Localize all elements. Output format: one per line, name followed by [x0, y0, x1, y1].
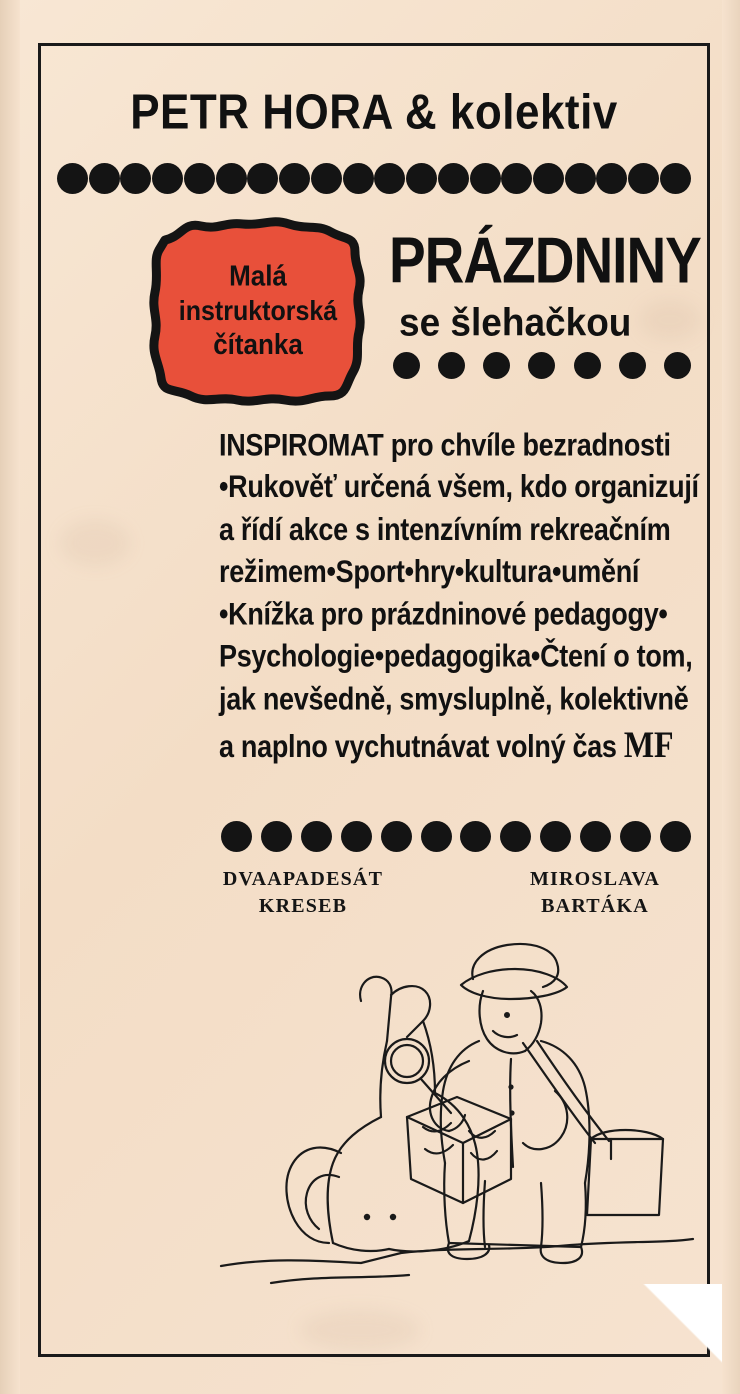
- book-subtitle: se šlehačkou: [399, 300, 632, 344]
- dot: [421, 821, 452, 852]
- blurb-line-last: [219, 720, 689, 770]
- series-badge: [149, 216, 367, 406]
- dot: [528, 352, 555, 379]
- dot: [540, 821, 571, 852]
- dot: [343, 163, 374, 194]
- dot: [120, 163, 151, 194]
- dot: [261, 821, 292, 852]
- dot: [184, 163, 215, 194]
- blurb-line: Psychologie•pedagogika•Čtení o tom,: [219, 638, 693, 674]
- dot-rule-middle: [393, 352, 691, 379]
- dot: [580, 821, 611, 852]
- dot-rule-bottom: [221, 821, 691, 852]
- dot: [438, 352, 465, 379]
- blurb-line: •Rukověť určená všem, kdo organizují: [219, 469, 699, 505]
- dot: [341, 821, 372, 852]
- dot: [57, 163, 88, 194]
- dot: [596, 163, 627, 194]
- dot: [311, 163, 342, 194]
- series-badge-text: [149, 207, 367, 416]
- badge-line-2: instruktorská: [178, 295, 338, 327]
- dot: [664, 352, 691, 379]
- dot: [247, 163, 278, 194]
- dot: [533, 163, 564, 194]
- publisher-mark: MF: [623, 723, 674, 766]
- dot: [619, 352, 646, 379]
- dot: [301, 821, 332, 852]
- badge-line-3: čítanka: [213, 327, 303, 361]
- dot: [438, 163, 469, 194]
- dot: [279, 163, 310, 194]
- blurb-line: jak nevšedně, smysluplně, kolektivně: [219, 681, 689, 716]
- credit-right-line-2: BARTÁKA: [541, 895, 649, 917]
- credit-left-line-1: DVAAPADESÁT: [222, 868, 384, 890]
- credit-right-line-1: MIROSLAVA: [529, 868, 661, 890]
- dot: [406, 163, 437, 194]
- dot: [89, 163, 120, 194]
- dot: [565, 163, 596, 194]
- dot: [628, 163, 659, 194]
- blurb-line: a řídí akce s intenzívním rekreačním: [219, 512, 671, 547]
- dot: [152, 163, 183, 194]
- dot: [660, 163, 691, 194]
- dot: [574, 352, 601, 379]
- dot: [381, 821, 412, 852]
- blurb-line: režimem•Sport•hry•kultura•umění: [219, 554, 640, 590]
- dot: [483, 352, 510, 379]
- dot: [374, 163, 405, 194]
- cover-border-frame: [38, 43, 710, 1357]
- dot: [620, 821, 651, 852]
- dot: [393, 352, 420, 379]
- cover-blurb: [219, 424, 699, 770]
- cover-illustration: [211, 891, 701, 1291]
- dot: [660, 821, 691, 852]
- dot: [501, 163, 532, 194]
- dot: [221, 821, 252, 852]
- book-title: PRÁZDNINY: [389, 223, 701, 297]
- badge-line-1: Malá: [229, 259, 287, 293]
- author-line: PETR HORA & kolektiv: [130, 85, 618, 140]
- dot: [460, 821, 491, 852]
- dot: [500, 821, 531, 852]
- blurb-line-text: a naplno vychutnávat volný čas: [219, 729, 617, 764]
- blurb-line: •Knížka pro prázdninové pedagogy•: [219, 596, 668, 632]
- credit-left-line-2: KRESEB: [258, 895, 348, 917]
- dot: [470, 163, 501, 194]
- blurb-line: INSPIROMAT pro chvíle bezradnosti: [219, 427, 671, 463]
- dot: [216, 163, 247, 194]
- dot-rule-top: [57, 163, 691, 194]
